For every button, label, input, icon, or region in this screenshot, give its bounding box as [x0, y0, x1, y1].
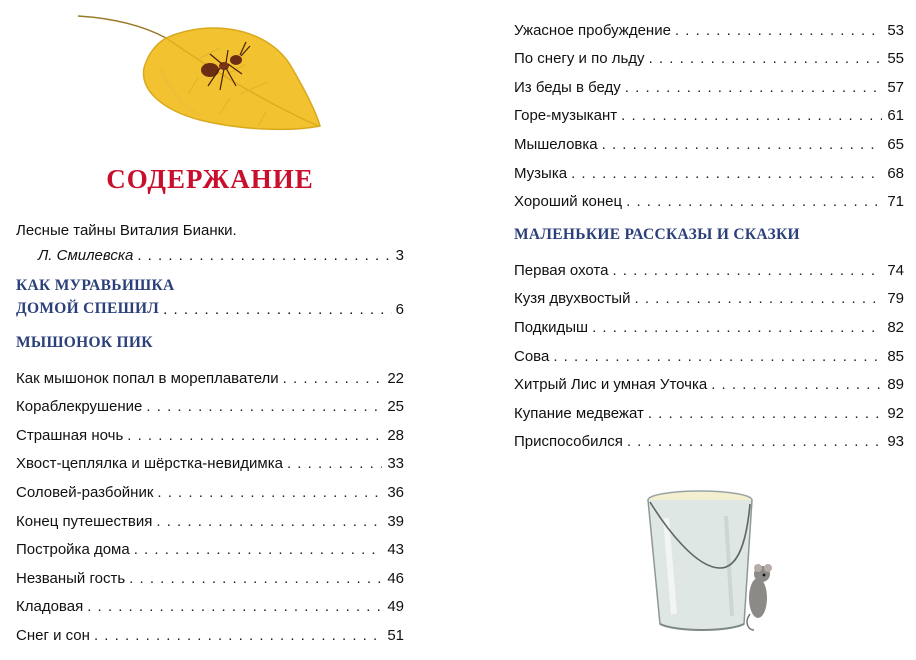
section-ant-heading-line2: ДОМОЙ СПЕШИЛ	[16, 300, 160, 317]
toc-entry-page: 33	[387, 455, 404, 473]
toc-entry-page: 92	[887, 404, 904, 422]
toc-entry	[16, 472, 404, 501]
dot-leader	[649, 50, 882, 67]
dot-leader	[127, 427, 382, 444]
toc-entry-page: 71	[887, 193, 904, 211]
dot-leader	[612, 262, 882, 279]
dot-leader	[675, 22, 882, 39]
toc-entry-page: 49	[387, 598, 404, 616]
page-title: СОДЕРЖАНИЕ	[106, 164, 314, 194]
intro-title: Лесные тайны Виталия Бианки.	[16, 222, 237, 239]
dot-leader	[137, 247, 391, 264]
toc-entry	[514, 365, 904, 394]
dot-leader	[157, 484, 382, 501]
toc-right-column	[514, 10, 904, 450]
toc-entry-title: Хитрый Лис и умная Уточка	[514, 376, 708, 394]
toc-entry-title: Снег и сон	[16, 626, 90, 644]
toc-left-column	[16, 220, 404, 644]
dot-leader	[163, 301, 392, 318]
bucket-mouse-illustration	[636, 488, 796, 636]
toc-list-mouse	[16, 358, 404, 644]
dot-leader	[711, 376, 882, 393]
dot-leader	[156, 513, 382, 530]
dot-leader	[146, 398, 382, 415]
section-ant-heading-line1: КАК МУРАВЬИШКА	[16, 277, 175, 294]
toc-section-ant	[16, 276, 404, 318]
leaf-ant-illustration	[70, 8, 330, 138]
toc-entry-title: Музыка	[514, 164, 568, 182]
section-mouse-heading: МЫШОНОК ПИК	[16, 334, 153, 351]
toc-entry-page: 61	[887, 107, 904, 125]
toc-entry	[514, 279, 904, 308]
toc-entry-title: Кладовая	[16, 598, 84, 616]
toc-entry-title: Мышеловка	[514, 135, 598, 153]
toc-entry-title: Горе-музыкант	[514, 107, 618, 125]
toc-entry-title: Из беды в беду	[514, 78, 621, 96]
toc-entry-page: 51	[387, 626, 404, 644]
toc-entry-title: Кузя двухвостый	[514, 290, 631, 308]
section-ant-page: 6	[395, 301, 404, 318]
toc-entry-title: Приспособился	[514, 433, 623, 451]
toc-entry-title: Кораблекрушение	[16, 398, 143, 416]
intro-page: 3	[395, 247, 404, 264]
toc-entry-page: 82	[887, 318, 904, 336]
toc-entry	[514, 10, 904, 39]
toc-entry-page: 43	[387, 541, 404, 559]
section-stories-heading: МАЛЕНЬКИЕ РАССКАЗЫ И СКАЗКИ	[514, 226, 800, 244]
toc-entry-page: 53	[887, 21, 904, 39]
toc-entry-title: Как мышонок попал в мореплаватели	[16, 369, 279, 387]
toc-entry-title: Купание медвежат	[514, 404, 644, 422]
toc-entry-page: 57	[887, 78, 904, 96]
toc-entry	[514, 250, 904, 279]
dot-leader	[602, 136, 882, 153]
dot-leader	[129, 570, 382, 587]
toc-entry	[16, 444, 404, 473]
intro-author: Л. Смилевска	[38, 247, 134, 264]
dot-leader	[627, 433, 882, 450]
toc-entry	[16, 558, 404, 587]
toc-entry	[16, 415, 404, 444]
toc-entry-title: Постройка дома	[16, 541, 130, 559]
toc-entry	[16, 615, 404, 644]
toc-entry	[16, 387, 404, 416]
toc-entry	[16, 358, 404, 387]
dot-leader	[625, 79, 882, 96]
toc-entry	[514, 124, 904, 153]
toc-entry-title: Незваный гость	[16, 569, 126, 587]
dot-leader	[626, 193, 882, 210]
dot-leader	[283, 370, 382, 387]
toc-entry-page: 85	[887, 347, 904, 365]
toc-list-stories	[514, 250, 904, 450]
toc-entry-title: Подкидыш	[514, 318, 589, 336]
dot-leader	[94, 627, 382, 644]
toc-entry	[514, 39, 904, 68]
right-page	[476, 0, 916, 660]
toc-entry-title: Страшная ночь	[16, 426, 124, 444]
toc-entry-title: Первая охота	[514, 261, 609, 279]
dot-leader	[634, 290, 882, 307]
toc-entry-page: 28	[387, 426, 404, 444]
toc-list-mouse-continued	[514, 10, 904, 210]
toc-entry-page: 93	[887, 433, 904, 451]
toc-entry-page: 39	[387, 512, 404, 530]
dot-leader	[592, 319, 882, 336]
toc-entry-title: Сова	[514, 347, 550, 365]
dot-leader	[87, 598, 382, 615]
dot-leader	[287, 455, 382, 472]
toc-entry-page: 89	[887, 376, 904, 394]
toc-entry-page: 22	[387, 369, 404, 387]
toc-entry-title: Ужасное пробуждение	[514, 21, 671, 39]
dot-leader	[648, 405, 882, 422]
toc-entry-page: 65	[887, 135, 904, 153]
toc-entry-page: 68	[887, 164, 904, 182]
dot-leader	[621, 107, 882, 124]
left-page	[0, 0, 440, 660]
toc-entry-page: 74	[887, 261, 904, 279]
toc-entry	[514, 153, 904, 182]
toc-entry-intro	[16, 220, 404, 264]
dot-leader	[134, 541, 382, 558]
toc-entry-page: 25	[387, 398, 404, 416]
toc-entry-title: Хвост-цеплялка и шёрстка-невидимка	[16, 455, 283, 473]
toc-entry-page: 55	[887, 50, 904, 68]
toc-entry-page: 46	[387, 569, 404, 587]
toc-entry	[514, 307, 904, 336]
toc-entry-title: Соловей-разбойник	[16, 483, 154, 501]
toc-entry	[514, 96, 904, 125]
toc-entry	[514, 422, 904, 451]
toc-entry-title: По снегу и по льду	[514, 50, 645, 68]
dot-leader	[553, 348, 882, 365]
toc-entry	[16, 587, 404, 616]
toc-entry-page: 36	[387, 483, 404, 501]
toc-entry	[514, 182, 904, 211]
toc-entry	[16, 530, 404, 559]
toc-entry-title: Хороший конец	[514, 193, 623, 211]
toc-entry	[514, 67, 904, 96]
toc-entry-title: Конец путешествия	[16, 512, 153, 530]
toc-entry	[514, 393, 904, 422]
dot-leader	[571, 165, 882, 182]
toc-entry-page: 79	[887, 290, 904, 308]
toc-entry	[514, 336, 904, 365]
toc-entry	[16, 501, 404, 530]
